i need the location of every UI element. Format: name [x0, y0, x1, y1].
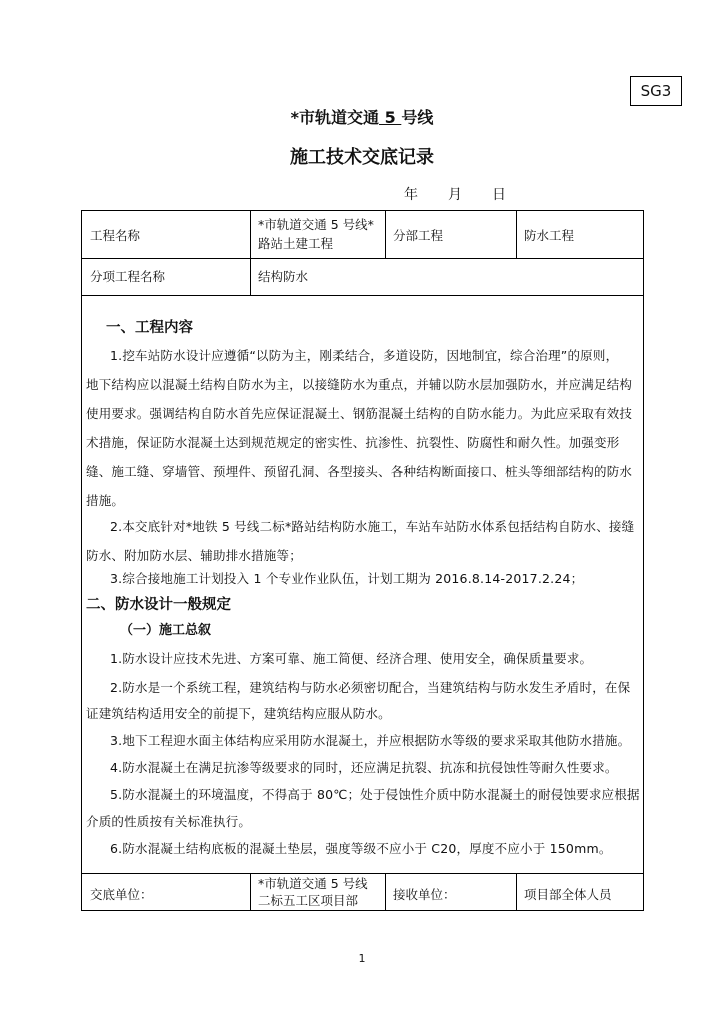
table-divider — [516, 873, 517, 911]
division-value: 防水工程 — [524, 228, 575, 243]
project-name-value: *市轨道交通 5 号线* 路站土建工程 — [258, 217, 374, 251]
list-item: 1.防水设计应技术先进、方案可靠、施工简便、经济合理、使用安全，确保质量要求。 — [110, 651, 593, 666]
receiver-label: 接收单位： — [393, 887, 456, 902]
date-day: 日 — [492, 187, 506, 203]
issuer-value: *市轨道交通 5 号线 二标五工区项目部 — [258, 876, 368, 908]
section2-heading: 二、防水设计一般规定 — [86, 597, 231, 613]
table-divider — [385, 211, 386, 258]
document-title-line1: *市轨道交通 5 号线 — [290, 108, 434, 127]
date-month: 月 — [448, 187, 462, 203]
list-item: 3.地下工程迎水面主体结构应采用防水混凝土，并应根据防水等级的要求采取其他防水措施。 — [110, 733, 631, 748]
table-divider — [250, 873, 251, 911]
project-name-label: 工程名称 — [90, 228, 141, 243]
section1-paragraph-3: 3.综合接地施工计划投入 1 个专业作业队伍，计划工期为 2016.8.14-2017.2.24； — [110, 571, 584, 586]
record-table — [81, 210, 644, 911]
list-item: 6.防水混凝土结构底板的混凝土垫层，强度等级不应小于 C20，厚度不应小于 150mm。 — [110, 841, 612, 856]
document-title-line2: 施工技术交底记录 — [290, 147, 434, 168]
date-year: 年 — [404, 187, 418, 203]
date-row — [404, 185, 506, 205]
table-divider — [82, 873, 643, 874]
table-divider — [82, 295, 643, 296]
list-item: 证建筑结构适用安全的前提下，建筑结构应服从防水。 — [86, 706, 391, 721]
section1-heading: 一、工程内容 — [106, 320, 193, 336]
page-number: 1 — [358, 952, 366, 965]
list-item: 2.防水是一个系统工程，建筑结构与防水必须密切配合，当建筑结构与防水发生矛盾时，在保 — [110, 680, 631, 695]
division-label: 分部工程 — [393, 228, 444, 243]
section2-subheading: （一）施工总叙 — [120, 623, 212, 638]
section1-paragraph-1: 1.挖车站防水设计应遵循“以防为主，刚柔结合，多道设防，因地制宜，综合治理”的原则， 地下结构应以混凝土结构自防水为主，以接缝防水为重点，并辅以防水层加强防水，并应满足结构 使用要求。强调结构自防水首先应保证混凝土、钢筋混凝土结构的自防水能力。为此应采取有效技 术措施，保证防水混凝土达到规范规定的密实性、抗渗性、抗裂性、防腐性和耐久性。加强变形 缝、施工缝、穿墙管、预埋件、预留孔洞、各型接头、各种结构断面接口、桩头等细部结构的防水 措施。 — [86, 348, 633, 508]
table-divider — [516, 211, 517, 258]
issuer-label: 交底单位： — [90, 887, 153, 902]
list-item: 介质的性质按有关标准执行。 — [86, 814, 252, 829]
section2-items — [82, 644, 643, 876]
subitem-label: 分项工程名称 — [90, 269, 166, 284]
table-divider — [250, 211, 251, 295]
table-divider — [385, 873, 386, 911]
document-code-box: SG3 — [630, 76, 682, 106]
receiver-value: 项目部全体人员 — [524, 887, 612, 902]
section1-paragraph-2: 2.本交底针对*地铁 5 号线二标*路站结构防水施工，车站车站防水体系包括结构自防水、接缝 防水、附加防水层、辅助排水措施等； — [86, 519, 635, 563]
list-item: 4.防水混凝土在满足抗渗等级要求的同时，还应满足抗裂、抗冻和抗侵蚀性等耐久性要求。 — [110, 760, 618, 775]
table-divider — [82, 258, 643, 259]
subitem-value: 结构防水 — [258, 269, 309, 284]
list-item: 5.防水混凝土的环境温度，不得高于 80℃；处于侵蚀性介质中防水混凝土的耐侵蚀要求应根据 — [110, 787, 640, 802]
